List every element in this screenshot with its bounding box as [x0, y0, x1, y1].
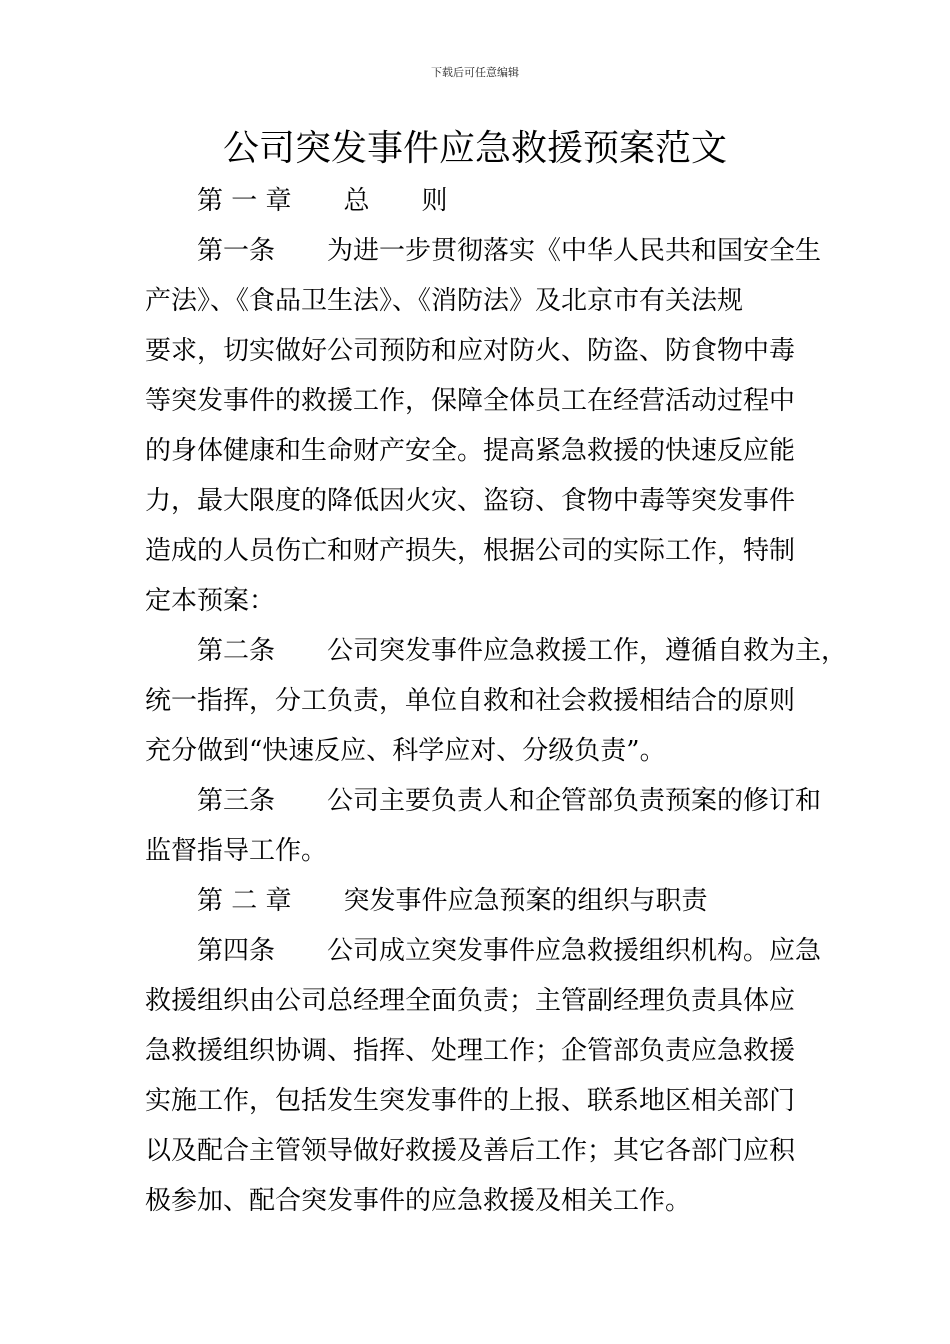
body-line: 以及配合主管领导做好救援及善后工作；其它各部门应积: [145, 1136, 796, 1166]
article-line: 第一条 为进一步贯彻落实《中华人民共和国安全生: [197, 236, 822, 266]
header-note: 下载后可任意编辑: [431, 66, 519, 79]
body-line: 救援组织由公司总经理全面负责；主管副经理负责具体应: [145, 986, 796, 1016]
body-line: 统一指挥，分工负责，单位自救和社会救援相结合的原则: [145, 686, 796, 716]
body-line: 充分做到“快速反应、科学应对、分级负责”。: [145, 736, 666, 766]
body-line: 实施工作，包括发生突发事件的上报、联系地区相关部门: [145, 1086, 796, 1116]
document-body: [145, 176, 848, 1226]
article-line: 第四条 公司成立突发事件应急救援组织机构。应急: [197, 936, 822, 966]
body-line: 造成的人员伤亡和财产损失，根据公司的实际工作，特制: [145, 536, 796, 566]
body-line: 等突发事件的救援工作，保障全体员工在经营活动过程中: [145, 386, 796, 416]
body-line: 监督指导工作。: [145, 836, 328, 866]
body-line: 定本预案：: [145, 586, 276, 616]
body-line: 产法》、《食品卫生法》、《消防法》及北京市有关法规: [145, 286, 744, 316]
body-line: 的身体健康和生命财产安全。提高紧急救援的快速反应能: [145, 436, 796, 466]
article-line: 第二条 公司突发事件应急救援工作，遵循自救为主，: [197, 636, 848, 666]
body-line: 力，最大限度的降低因火灾、盗窃、食物中毒等突发事件: [145, 486, 796, 516]
body-line: 急救援组织协调、指挥、处理工作；企管部负责应急救援: [145, 1036, 796, 1066]
body-line: 要求，切实做好公司预防和应对防火、防盗、防食物中毒: [145, 336, 796, 366]
chapter-heading: 第 一 章 总 则: [197, 186, 448, 216]
article-line: 第三条 公司主要负责人和企管部负责预案的修订和: [197, 786, 822, 816]
body-line: 极参加、配合突发事件的应急救援及相关工作。: [145, 1186, 692, 1216]
document-title: 公司突发事件应急救援预案范文: [222, 128, 727, 169]
chapter-heading: 第 二 章 突发事件应急预案的组织与职责: [197, 886, 708, 916]
